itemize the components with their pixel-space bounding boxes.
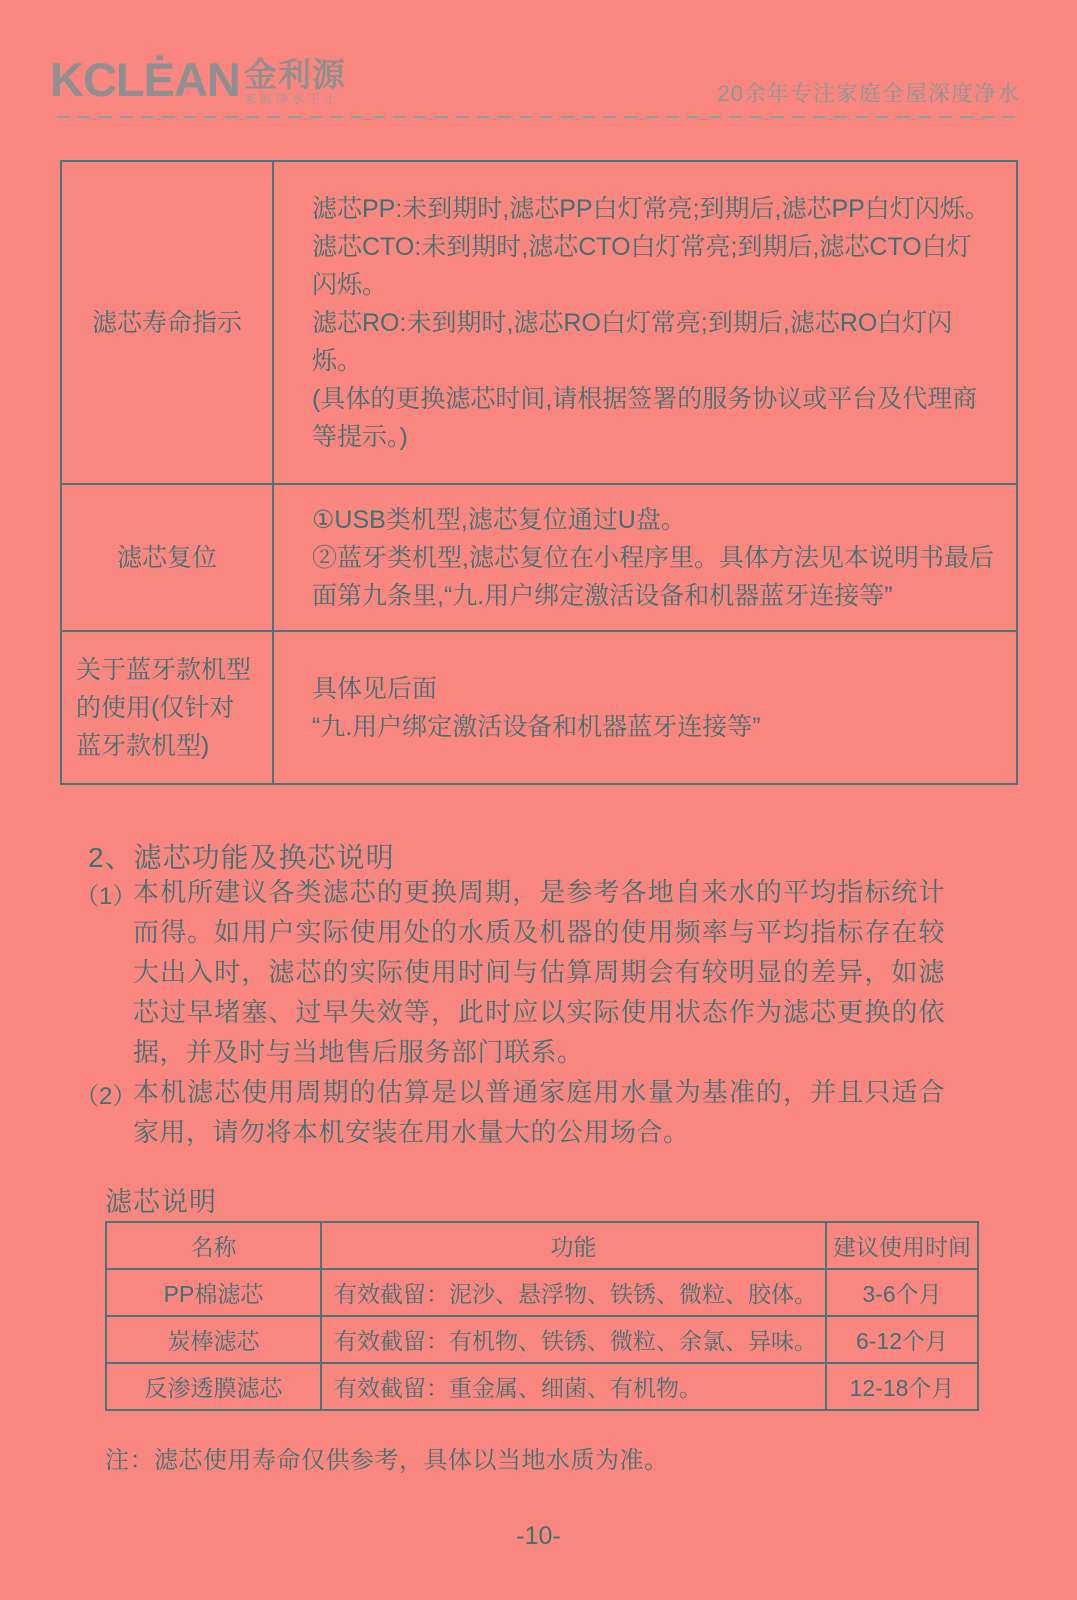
paragraph-marker: （1） <box>75 883 137 910</box>
spec-content-filter-life <box>274 162 1016 483</box>
spec-line: ②蓝牙类机型,滤芯复位在小程序里。具体方法见本说明书最后面第九条里,“九.用户绑定激活设备和机器蓝牙连接等” <box>312 543 994 610</box>
cell-function: 有效截留：有机物、铁锈、微粒、余氯、异味。 <box>321 1316 826 1363</box>
paragraph-text: 本机所建议各类滤芯的更换周期，是参考各地自来水的平均指标统计而得。如用户实际使用处的水质及机器的使用频率与平均指标存在较大出入时，滤芯的实际使用时间与估算周期会有较明显的差异，如滤芯过早堵塞、过早失效等，此时应以实际使用状态作为滤芯更换的依据，并及时与当地售后服务部门联系。 <box>133 877 945 1067</box>
cell-duration: 3-6个月 <box>826 1269 978 1316</box>
logo-cn-block <box>244 58 346 107</box>
cell-function: 有效截留：泥沙、悬浮物、铁锈、微粒、胶体。 <box>321 1269 826 1316</box>
table-row <box>106 1363 978 1410</box>
spec-line: 滤芯RO:未到期时,滤芯RO白灯常亮;到期后,滤芯RO白灯闪烁。 <box>312 308 953 375</box>
spec-label-bluetooth: 关于蓝牙款机型的使用(仅针对蓝牙款机型) <box>62 632 274 783</box>
column-header-name: 名称 <box>106 1222 321 1269</box>
logo-text-en: KCLĖAN <box>50 53 240 106</box>
paragraph-marker: （2） <box>75 1083 137 1110</box>
cell-function: 有效截留：重金属、细菌、有机物。 <box>321 1363 826 1410</box>
spec-line: 滤芯CTO:未到期时,滤芯CTO白灯常亮;到期后,滤芯CTO白灯闪烁。 <box>312 232 972 299</box>
dashed-divider <box>57 116 1020 118</box>
spec-line: ①USB类机型,滤芯复位通过U盘。 <box>312 505 686 534</box>
table-row <box>62 630 1016 783</box>
table-row <box>62 162 1016 483</box>
filter-table <box>105 1221 979 1411</box>
section-heading: 2、滤芯功能及换芯说明 <box>88 842 395 873</box>
logo-text-cn: 金利源 <box>243 56 346 93</box>
numbered-paragraph <box>75 1072 950 1152</box>
header-tagline: 20余年专注家庭全屋深度净水 <box>717 81 1020 106</box>
table-row <box>106 1269 978 1316</box>
spec-line: “九.用户绑定激活设备和机器蓝牙连接等” <box>312 712 761 741</box>
spec-content-filter-reset <box>274 485 1016 630</box>
spec-line: (具体的更换滤芯时间,请根据签署的服务协议或平台及代理商等提示。) <box>312 384 978 451</box>
page-header <box>50 52 1020 114</box>
paragraph-text: 本机滤芯使用周期的估算是以普通家庭用水量为基准的，并且只适合家用，请勿将本机安装在用水量大的公用场合。 <box>133 1077 945 1147</box>
logo-subtitle: 家庭净水卫士 <box>243 92 340 106</box>
cell-name: 反渗透膜滤芯 <box>106 1363 321 1410</box>
table-header-row <box>106 1222 978 1269</box>
spec-table <box>60 160 1018 785</box>
spec-line: 滤芯PP:未到期时,滤芯PP白灯常亮;到期后,滤芯PP白灯闪烁。 <box>312 194 990 223</box>
spec-content-bluetooth <box>274 632 1016 783</box>
table-note: 注：滤芯使用寿命仅供参考，具体以当地水质为准。 <box>105 1447 669 1474</box>
spec-line: 具体见后面 <box>312 674 438 703</box>
spec-label-filter-reset: 滤芯复位 <box>62 485 274 630</box>
kclean-logo <box>50 52 346 108</box>
table-row <box>106 1316 978 1363</box>
cell-duration: 12-18个月 <box>826 1363 978 1410</box>
numbered-paragraph <box>75 872 950 1072</box>
column-header-function: 功能 <box>321 1222 826 1269</box>
page-number: -10- <box>516 1522 561 1550</box>
column-header-duration: 建议使用时间 <box>826 1222 978 1269</box>
cell-name: PP棉滤芯 <box>106 1269 321 1316</box>
cell-name: 炭棒滤芯 <box>106 1316 321 1363</box>
filter-table-title: 滤芯说明 <box>105 1187 217 1217</box>
cell-duration: 6-12个月 <box>826 1316 978 1363</box>
spec-label-filter-life: 滤芯寿命指示 <box>62 162 274 483</box>
table-row <box>62 483 1016 630</box>
